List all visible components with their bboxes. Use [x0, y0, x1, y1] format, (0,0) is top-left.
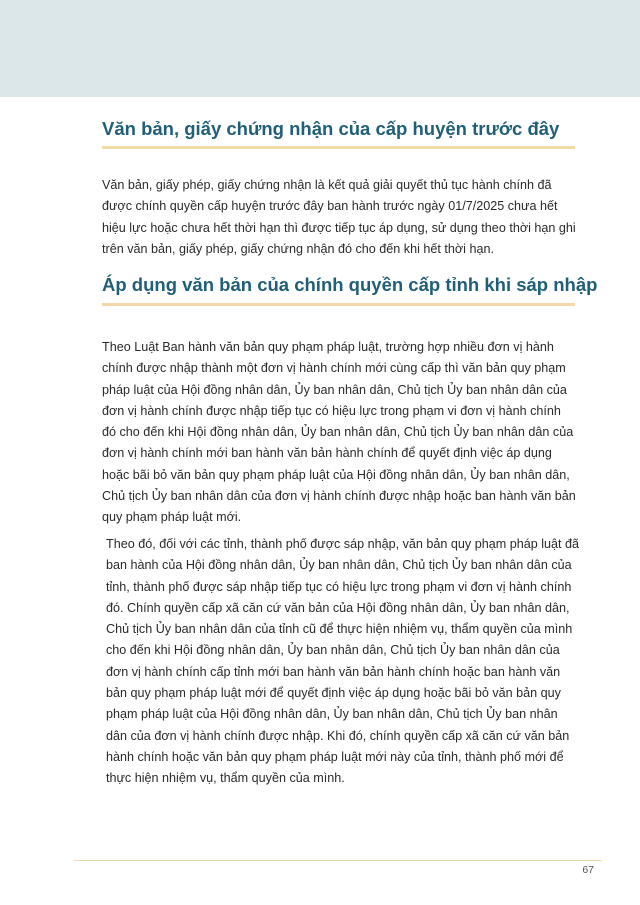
paragraph-law-provision: Theo Luật Ban hành văn bản quy phạm pháp luật, trường hợp nhiều đơn vị hành chính được nhập thành một đơn vị hành chính mới cùng cấp thì văn bản quy phạm pháp luật của Hội đồng nhân dân, Ủy ban nhân dân, Chủ tịch Ủy ban nhân dân của đơn vị hành chính được nhập tiếp tục có hiệu lực trong phạm vi đơn vị hành chính đó cho đến khi Hội đồng nhân dân, Ủy ban nhân dân, Chủ tịch Ủy ban nhân dân của đơn vị hành chính mới ban hành văn bản hành chính để quyết định việc áp dụng hoặc bãi bỏ văn bản quy phạm pháp luật của Hội đồng nhân dân, Ủy ban nhân dân, Chủ tịch Ủy ban nhân dân của đơn vị hành chính được nhập hoặc ban hành văn bản quy phạm pháp luật mới. — [102, 340, 576, 525]
paragraph-application: Theo đó, đối với các tỉnh, thành phố được sáp nhập, văn bản quy phạm pháp luật đã ban hành của Hội đồng nhân dân, Ủy ban nhân dân, Chủ tịch Ủy ban nhân dân của tỉnh, thành phố được sáp nhập tiếp tục có hiệu lực trong phạm vi đơn vị hành chính đó. Chính quyền cấp xã căn cứ văn bản của Hội đồng nhân dân, Ủy ban nhân dân, Chủ tịch Ủy ban nhân dân của tỉnh cũ để thực hiện nhiệm vụ, thẩm quyền của mình cho đến khi Hội đồng nhân dân, Ủy ban nhân dân, Chủ tịch Ủy ban nhân dân của đơn vị hành chính cấp tỉnh mới ban hành văn bản hành chính hoặc ban hành văn bản quy phạm pháp luật mới để quyết định việc áp dụng hoặc bãi bỏ văn bản quy phạm pháp luật của Hội đồng nhân dân, Ủy ban nhân dân, Chủ tịch Ủy ban nhân dân của đơn vị hành chính được nhập. Khi đó, chính quyền cấp xã căn cứ văn bản hành chính hoặc văn bản quy phạm pháp luật mới này của tỉnh, thành phố mới để thực hiện nhiệm vụ, thẩm quyền của mình. — [106, 537, 580, 786]
section-heading-provincial-merger: Áp dụng văn bản của chính quyền cấp tỉnh khi sáp nhập — [102, 274, 598, 295]
paragraph-district-documents: Văn bản, giấy phép, giấy chứng nhận là kết quả giải quyết thủ tục hành chính đã được chính quyền cấp huyện trước đây ban hành trước ngày 01/7/2025 chưa hết hiệu lực hoặc chưa hết thời hạn thì được tiếp tục áp dụng, sử dụng theo thời hạn ghi trên văn bản, giấy phép, giấy chứng nhận đó cho đến khi hết thời hạn. — [102, 178, 576, 256]
heading-underline — [102, 146, 575, 149]
header-band — [0, 0, 640, 97]
footer-rule — [74, 860, 602, 861]
section-heading-district-documents: Văn bản, giấy chứng nhận của cấp huyện trước đây — [102, 118, 560, 139]
page-number: 67 — [582, 864, 594, 876]
heading-underline — [102, 303, 575, 306]
